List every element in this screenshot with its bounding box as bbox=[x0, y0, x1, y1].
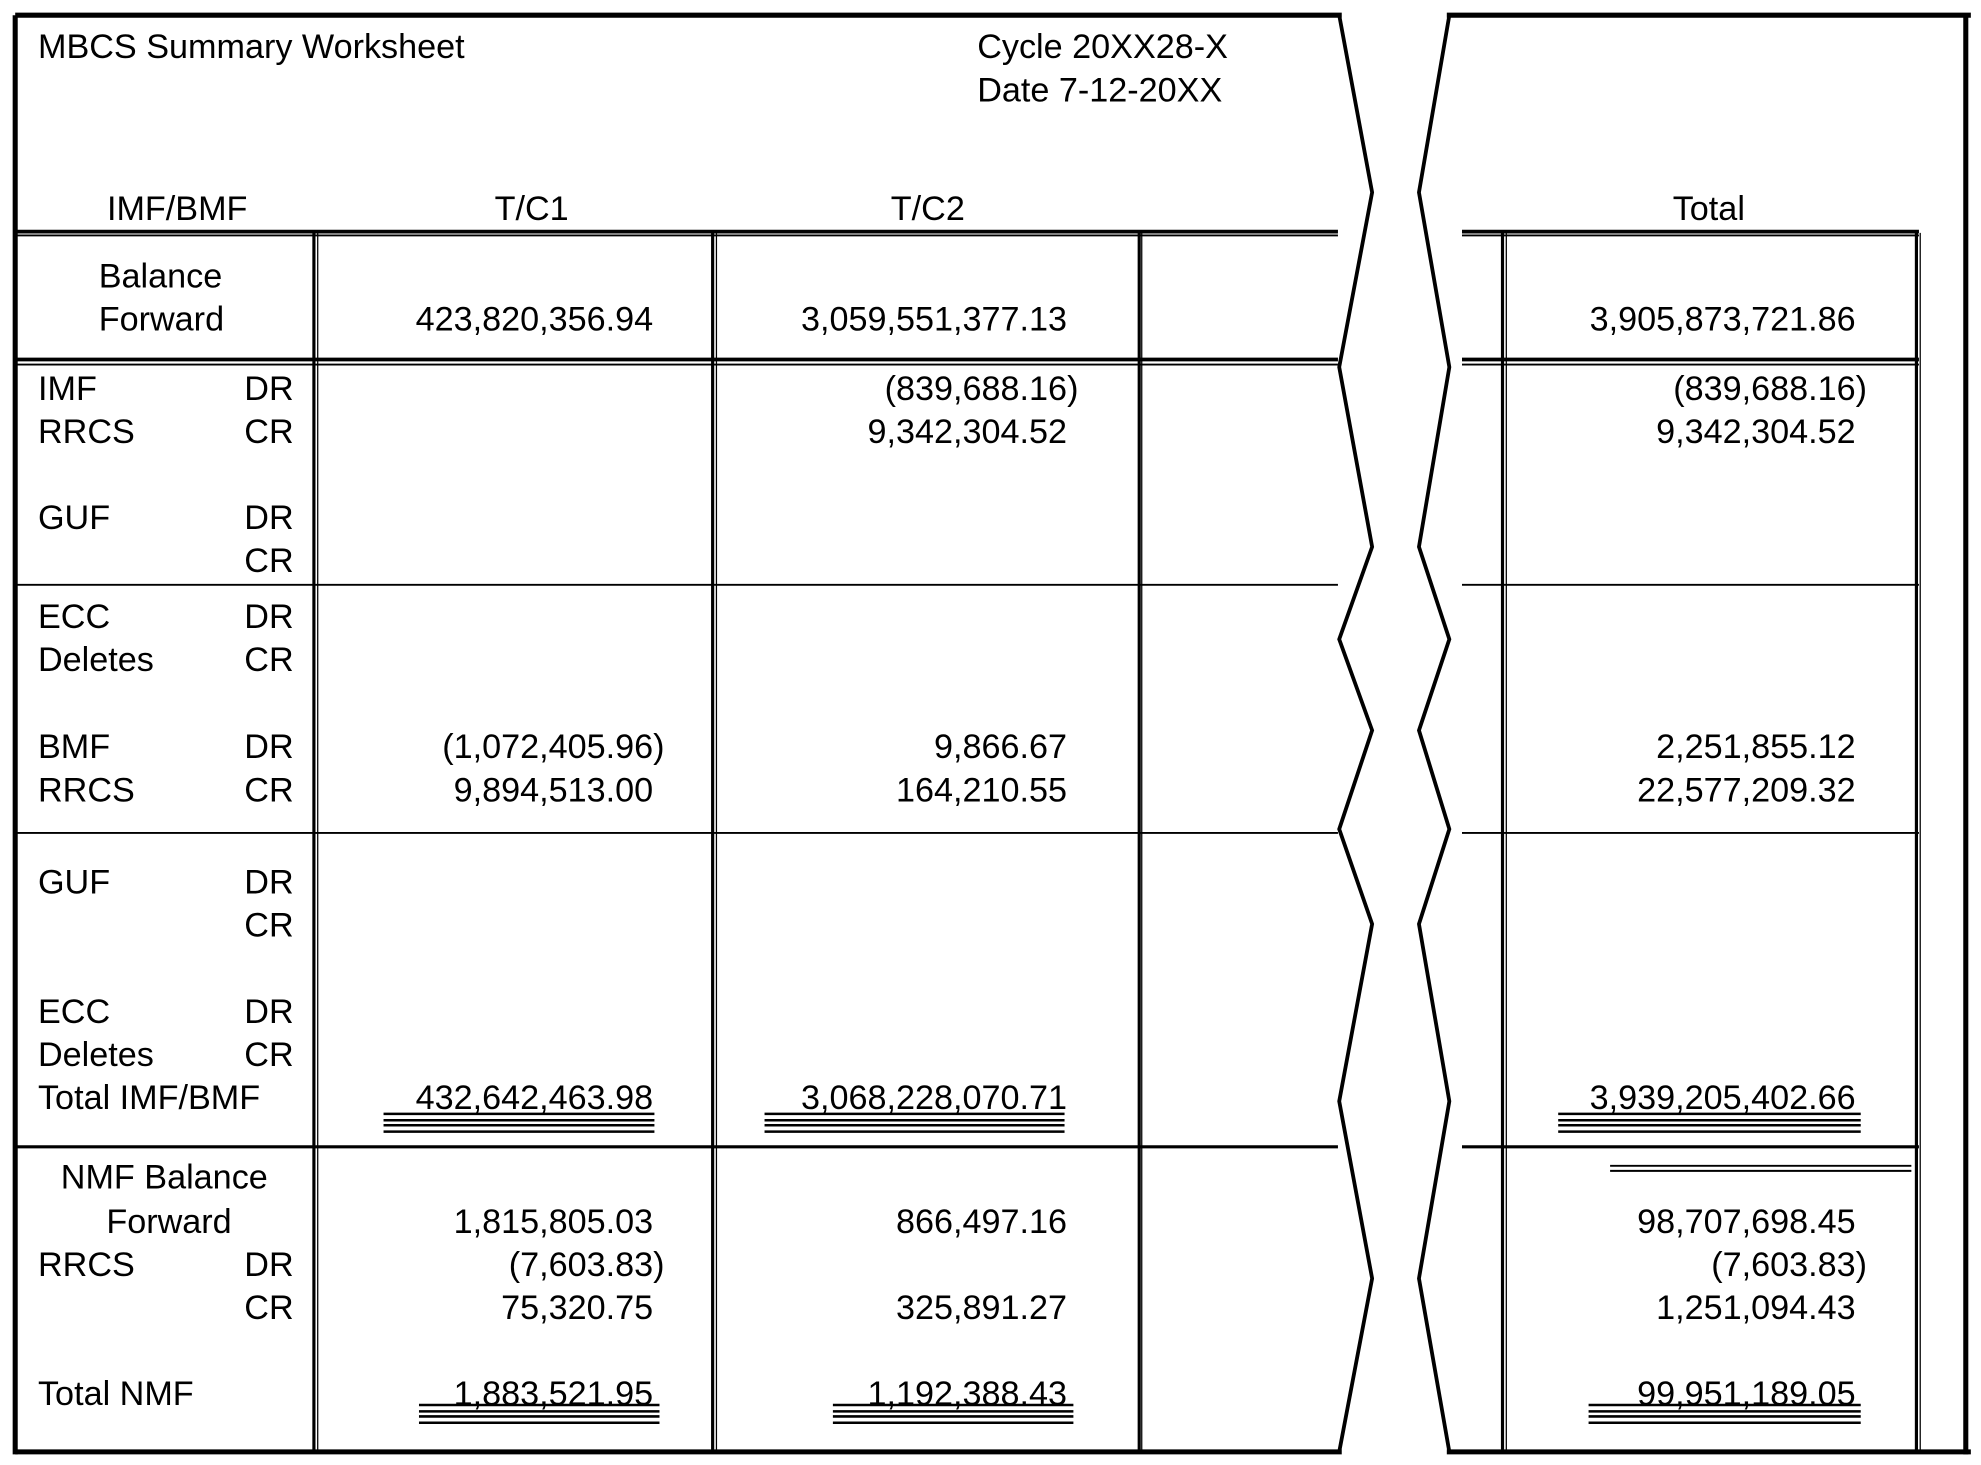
total-value: (839,688.16) bbox=[1673, 369, 1868, 408]
dr-cr-indicator: DR bbox=[244, 992, 294, 1031]
total-value: 99,951,189.05 bbox=[1637, 1374, 1856, 1413]
dr-cr-indicator: CR bbox=[244, 906, 294, 945]
date-label: Date 7-12-20XX bbox=[977, 70, 1223, 109]
total-value: 22,577,209.32 bbox=[1637, 770, 1856, 809]
break-zigzag-left bbox=[1339, 15, 1372, 1452]
total-value: 98,707,698.45 bbox=[1637, 1202, 1856, 1241]
cycle-label: Cycle 20XX28-X bbox=[977, 27, 1228, 66]
row-label: GUF bbox=[37, 863, 111, 902]
total-value: 1,251,094.43 bbox=[1656, 1288, 1856, 1327]
row-label: ECC bbox=[37, 992, 111, 1031]
tc1-value: 1,815,805.03 bbox=[453, 1202, 654, 1241]
dr-cr-indicator: DR bbox=[244, 1245, 294, 1284]
total-value: 3,939,205,402.66 bbox=[1589, 1078, 1856, 1117]
row-label: Forward bbox=[106, 1202, 232, 1241]
row-label: ECC bbox=[37, 597, 111, 636]
total-value: (7,603.83) bbox=[1711, 1245, 1868, 1284]
tc2-value: 9,866.67 bbox=[934, 727, 1068, 766]
tc1-value: 9,894,513.00 bbox=[453, 770, 654, 809]
dr-cr-indicator: DR bbox=[244, 727, 294, 766]
dr-cr-indicator: DR bbox=[244, 369, 294, 408]
row-label: Balance bbox=[98, 256, 223, 295]
dr-cr-indicator: DR bbox=[244, 597, 294, 636]
tc1-value: 75,320.75 bbox=[501, 1288, 654, 1327]
column-header-tc1: T/C1 bbox=[494, 189, 569, 228]
row-label: Deletes bbox=[37, 1035, 154, 1074]
tc2-value: (839,688.16) bbox=[884, 369, 1079, 408]
tc2-value: 866,497.16 bbox=[896, 1202, 1068, 1241]
row-label: RRCS bbox=[37, 770, 135, 809]
column-header-imf-bmf: IMF/BMF bbox=[106, 189, 248, 228]
dr-cr-indicator: CR bbox=[244, 541, 294, 580]
row-label: NMF Balance bbox=[60, 1158, 268, 1197]
row-label: Deletes bbox=[37, 640, 154, 679]
tc2-value: 9,342,304.52 bbox=[867, 412, 1068, 451]
break-zigzag-right bbox=[1419, 15, 1449, 1452]
total-value: 9,342,304.52 bbox=[1656, 412, 1856, 451]
tc2-value: 3,059,551,377.13 bbox=[800, 299, 1068, 338]
dr-cr-indicator: DR bbox=[244, 863, 294, 902]
tc2-value: 1,192,388.43 bbox=[867, 1374, 1068, 1413]
dr-cr-indicator: CR bbox=[244, 1035, 294, 1074]
worksheet-title: MBCS Summary Worksheet bbox=[37, 27, 465, 66]
row-label: RRCS bbox=[37, 1245, 135, 1284]
row-label: RRCS bbox=[37, 412, 135, 451]
tc1-value: 1,883,521.95 bbox=[453, 1374, 654, 1413]
tc1-value: 423,820,356.94 bbox=[415, 299, 654, 338]
row-label: Forward bbox=[98, 299, 225, 338]
row-label: IMF bbox=[37, 369, 97, 408]
column-header-total: Total bbox=[1672, 189, 1745, 228]
row-label: Total IMF/BMF bbox=[37, 1078, 261, 1117]
tc2-value: 164,210.55 bbox=[896, 770, 1068, 809]
tc2-value: 3,068,228,070.71 bbox=[800, 1078, 1068, 1117]
dr-cr-indicator: CR bbox=[244, 1288, 294, 1327]
total-value: 2,251,855.12 bbox=[1656, 727, 1856, 766]
tc2-value: 325,891.27 bbox=[896, 1288, 1068, 1327]
dr-cr-indicator: CR bbox=[244, 770, 294, 809]
column-header-tc2: T/C2 bbox=[890, 189, 965, 228]
dr-cr-indicator: DR bbox=[244, 498, 294, 537]
tc1-value: (7,603.83) bbox=[508, 1245, 665, 1284]
row-label: Total NMF bbox=[37, 1374, 194, 1413]
row-label: GUF bbox=[37, 498, 111, 537]
dr-cr-indicator: CR bbox=[244, 412, 294, 451]
row-label: BMF bbox=[37, 727, 111, 766]
tc1-value: (1,072,405.96) bbox=[442, 727, 665, 766]
total-value: 3,905,873,721.86 bbox=[1589, 299, 1856, 338]
tc1-value: 432,642,463.98 bbox=[415, 1078, 654, 1117]
dr-cr-indicator: CR bbox=[244, 640, 294, 679]
